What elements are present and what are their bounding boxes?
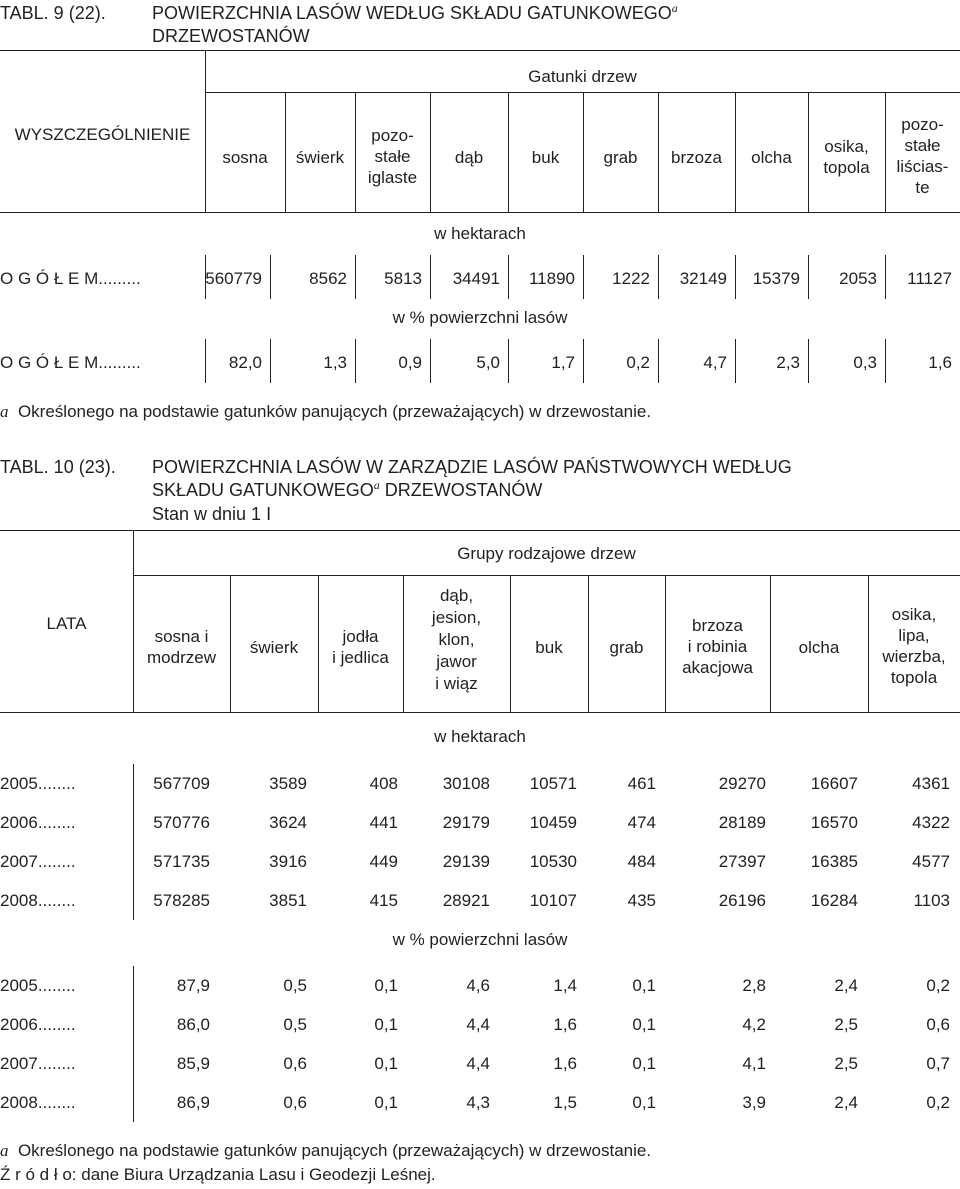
table-cell: 415 <box>369 891 398 910</box>
table-cell: 474 <box>627 813 656 832</box>
stub-divider <box>133 764 134 920</box>
table-cell: 16607 <box>810 774 858 793</box>
row-label: 2006........ <box>0 813 76 832</box>
stub-header: LATA <box>46 614 87 633</box>
table-cell: 2,4 <box>834 1093 858 1112</box>
column-header: buk <box>535 638 563 657</box>
column-header: pozo- stałe iglaste <box>367 126 418 187</box>
column-header: brzoza i robinia akacjowa <box>682 616 753 677</box>
table-cell: 3,9 <box>742 1093 766 1112</box>
column-header: olcha <box>798 638 840 657</box>
column-header: świerk <box>249 638 299 657</box>
unit-label-ha: w hektarach <box>434 224 526 243</box>
table-cell: 1,3 <box>323 353 347 372</box>
table-cell: 4361 <box>912 774 950 793</box>
table-cell: 8562 <box>309 269 347 288</box>
table-cell: 0,1 <box>632 976 656 995</box>
footnote-text: Określonego na podstawie gatunków panujących (przeważających) w drzewostanie. <box>17 402 652 421</box>
footnote <box>0 402 651 422</box>
group-header: Grupy rodzajowe drzew <box>457 544 636 563</box>
table-title <box>152 2 678 25</box>
table-cell: 449 <box>369 852 398 871</box>
table-cell: 578285 <box>153 891 210 910</box>
table-cell: 16570 <box>810 813 858 832</box>
table-cell: 10107 <box>529 891 577 910</box>
table-cell: 82,0 <box>228 353 262 372</box>
table-cell: 0,6 <box>926 1015 950 1034</box>
table-cell: 1222 <box>612 269 650 288</box>
column-header: olcha <box>751 148 792 167</box>
table-cell: 435 <box>627 891 656 910</box>
table-cell: 29270 <box>718 774 766 793</box>
table-cell: 10459 <box>529 813 577 832</box>
title-footnote-mark: a <box>373 478 380 492</box>
table-cell: 441 <box>369 813 398 832</box>
table-cell: 0,2 <box>926 976 950 995</box>
unit-label-pct: w % powierzchni lasów <box>392 930 568 949</box>
footnote-text: Określonego na podstawie gatunków panujących (przeważających) w drzewostanie. <box>17 1141 652 1160</box>
row-label: 2005........ <box>0 774 76 793</box>
table-cell: 1,7 <box>551 353 575 372</box>
table-cell: 4577 <box>912 852 950 871</box>
table-cell: 0,1 <box>632 1054 656 1073</box>
table-number: TABL. 10 (23). <box>0 457 116 477</box>
table-cell: 570776 <box>153 813 210 832</box>
column-divider <box>508 92 509 212</box>
table-cell: 1,6 <box>553 1015 577 1034</box>
table-cell: 86,0 <box>176 1015 210 1034</box>
table-cell: 0,1 <box>374 1054 398 1073</box>
table-cell: 16385 <box>810 852 858 871</box>
table-cell: 1,6 <box>553 1054 577 1073</box>
column-divider <box>285 92 286 212</box>
column-divider <box>318 575 319 712</box>
header-bottom-rule <box>0 212 960 213</box>
table-cell: 2,5 <box>834 1054 858 1073</box>
row-label: 2006........ <box>0 1015 76 1034</box>
table-cell: 27397 <box>718 852 766 871</box>
row-label: O G Ó Ł E M......... <box>0 269 141 288</box>
row-label: O G Ó Ł E M......... <box>0 353 141 372</box>
title-line-2-end: DRZEWOSTANÓW <box>379 480 543 500</box>
table-cell: 5,0 <box>476 353 500 372</box>
subtitle: Stan w dniu 1 I <box>152 504 272 524</box>
column-divider <box>885 92 886 212</box>
table-cell: 4,1 <box>742 1054 766 1073</box>
column-header: osika, topola <box>823 137 870 177</box>
table-cell: 28921 <box>442 891 490 910</box>
title-line-2 <box>152 479 542 502</box>
table-cell: 4,2 <box>742 1015 766 1034</box>
title-footnote-mark: a <box>671 1 678 15</box>
table-cell: 1103 <box>913 891 950 910</box>
footnote-mark: a <box>0 402 9 421</box>
column-divider <box>430 92 431 212</box>
stub-header: WYSZCZEGÓLNIENIE <box>14 125 191 144</box>
table-cell: 0,1 <box>374 1015 398 1034</box>
table-cell: 0,3 <box>853 353 877 372</box>
table-cell: 85,9 <box>176 1054 210 1073</box>
table-cell: 0,1 <box>632 1015 656 1034</box>
column-divider <box>808 92 809 212</box>
table-cell: 461 <box>627 774 656 793</box>
title-line-2: DRZEWOSTANÓW <box>152 26 310 46</box>
table-cell: 2,8 <box>742 976 766 995</box>
table-cell: 3916 <box>269 852 307 871</box>
table-cell: 0,5 <box>283 976 307 995</box>
column-divider <box>735 92 736 212</box>
table-cell: 3851 <box>269 891 307 910</box>
table-cell: 0,9 <box>398 353 422 372</box>
table-cell: 1,4 <box>553 976 577 995</box>
stub-divider <box>133 966 134 1122</box>
column-divider <box>230 575 231 712</box>
table-cell: 1,6 <box>928 353 952 372</box>
table-cell: 5813 <box>384 269 422 288</box>
table-cell: 408 <box>369 774 398 793</box>
footnote-mark: a <box>0 1141 9 1160</box>
table-cell: 2053 <box>839 269 877 288</box>
row-label: 2008........ <box>0 891 76 910</box>
table-cell: 87,9 <box>176 976 210 995</box>
table-cell: 16284 <box>810 891 858 910</box>
column-divider <box>510 575 511 712</box>
table-cell: 0,2 <box>926 1093 950 1112</box>
column-header: dąb <box>454 148 484 167</box>
column-header: sosna i modrzew <box>147 627 216 667</box>
unit-label-pct: w % powierzchni lasów <box>392 308 568 327</box>
table-cell: 0,1 <box>374 1093 398 1112</box>
table-cell: 1,5 <box>553 1093 577 1112</box>
table-cell: 0,1 <box>374 976 398 995</box>
column-header: buk <box>531 148 560 167</box>
table-cell: 2,5 <box>834 1015 858 1034</box>
column-divider <box>665 575 666 712</box>
table-cell: 4,7 <box>703 353 727 372</box>
table-cell: 86,9 <box>176 1093 210 1112</box>
header-bottom-rule <box>0 712 960 713</box>
table-cell: 560779 <box>205 269 262 288</box>
row-label: 2008........ <box>0 1093 76 1112</box>
header-top-rule <box>0 50 960 51</box>
table-cell: 0,6 <box>283 1093 307 1112</box>
table-cell: 0,2 <box>626 353 650 372</box>
table-cell: 4322 <box>912 813 950 832</box>
table-cell: 0,1 <box>632 1093 656 1112</box>
table-cell: 3589 <box>269 774 307 793</box>
column-header: grab <box>609 638 644 657</box>
table-cell: 15379 <box>752 269 800 288</box>
group-header: Gatunki drzew <box>528 67 637 86</box>
column-divider <box>770 575 771 712</box>
row-label: 2007........ <box>0 852 76 871</box>
column-header: jodła i jedlica <box>332 627 389 667</box>
table-cell: 29179 <box>442 813 490 832</box>
column-divider <box>355 92 356 212</box>
table-cell: 34491 <box>452 269 500 288</box>
table-cell: 10530 <box>529 852 577 871</box>
group-header-rule <box>133 575 960 576</box>
table-cell: 11890 <box>528 269 575 288</box>
table-number: TABL. 9 (22). <box>0 3 106 23</box>
table-cell: 4,4 <box>466 1015 490 1034</box>
title-line-1: POWIERZCHNIA LASÓW WEDŁUG SKŁADU GATUNKOWEGO <box>152 3 672 23</box>
table-cell: 2,3 <box>776 353 800 372</box>
table-cell: 4,6 <box>466 976 490 995</box>
table-cell: 10571 <box>529 774 577 793</box>
column-divider <box>868 575 869 712</box>
table-cell: 0,7 <box>926 1054 950 1073</box>
table-cell: 2,4 <box>834 976 858 995</box>
table-cell: 484 <box>627 852 656 871</box>
table-cell: 0,6 <box>283 1054 307 1073</box>
source-note: Ź r ó d ł o: dane Biura Urządzania Lasu i Geodezji Leśnej. <box>0 1165 436 1184</box>
column-header: pozo- stałe liścias- te <box>896 115 949 197</box>
column-header: osika, lipa, wierzba, topola <box>882 605 946 687</box>
table-cell: 571735 <box>153 852 210 871</box>
table-cell: 3624 <box>269 813 307 832</box>
header-top-rule <box>0 530 960 531</box>
table-cell: 32149 <box>679 269 727 288</box>
title-line-2-text: SKŁADU GATUNKOWEGO <box>152 480 374 500</box>
footnote <box>0 1141 651 1161</box>
column-divider <box>588 575 589 712</box>
column-header: sosna <box>222 148 268 167</box>
column-divider <box>403 575 404 712</box>
table-cell: 11127 <box>907 269 952 288</box>
row-label: 2005........ <box>0 976 76 995</box>
table-cell: 0,5 <box>283 1015 307 1034</box>
table-cell: 567709 <box>153 774 210 793</box>
cell-divider <box>270 339 271 383</box>
column-header: grab <box>603 148 638 167</box>
title-line-1: POWIERZCHNIA LASÓW W ZARZĄDZIE LASÓW PAŃSTWOWYCH WEDŁUG <box>152 457 792 477</box>
column-divider <box>658 92 659 212</box>
cell-divider <box>270 255 271 299</box>
table-cell: 4,4 <box>466 1054 490 1073</box>
table-cell: 28189 <box>718 813 766 832</box>
table-cell: 30108 <box>442 774 490 793</box>
column-header: dąb, jesion, klon, jawor i wiąz <box>431 586 482 693</box>
column-divider <box>583 92 584 212</box>
unit-label-ha: w hektarach <box>434 727 526 746</box>
column-header: brzoza <box>670 148 723 167</box>
table-cell: 4,3 <box>466 1093 490 1112</box>
column-header: świerk <box>295 148 345 167</box>
table-cell: 26196 <box>718 891 766 910</box>
row-label: 2007........ <box>0 1054 76 1073</box>
table-cell: 29139 <box>442 852 490 871</box>
